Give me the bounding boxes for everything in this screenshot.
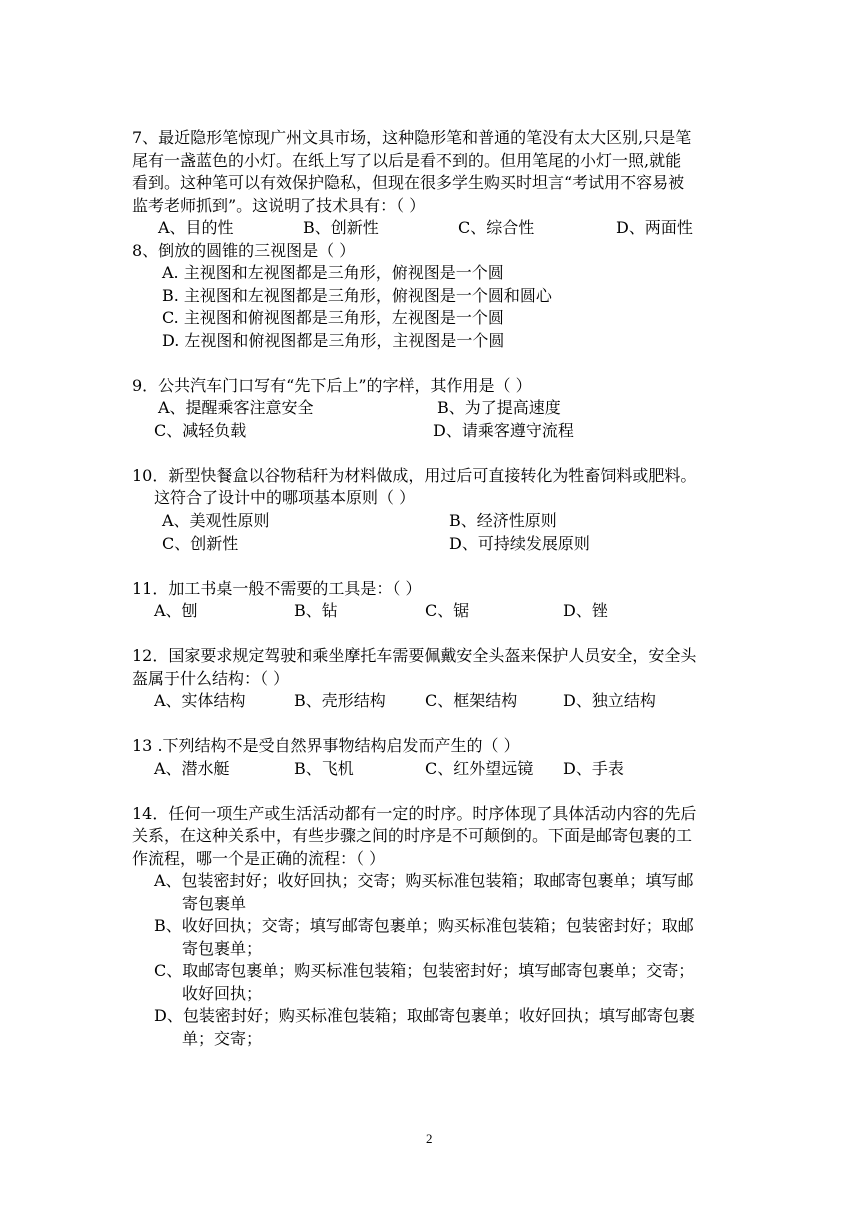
q14-option-b-line-2: 寄包裹单； bbox=[182, 939, 263, 958]
q8-option-b: B. 主视图和左视图都是三角形，俯视图是一个圆和圆心 bbox=[162, 286, 552, 305]
q13-option-d: D、手表 bbox=[563, 759, 624, 778]
q9-stem: 9．公共汽车门口写有“先下后上”的字样，其作用是（ ） bbox=[132, 376, 532, 395]
q10-stem-line-2: 这符合了设计中的哪项基本原则（ ） bbox=[154, 488, 416, 507]
q12-option-b: B、壳形结构 bbox=[294, 691, 386, 710]
q13-option-a: A、潜水艇 bbox=[154, 759, 230, 778]
q12-option-c: C、框架结构 bbox=[425, 691, 518, 710]
q14-option-a-line-1: A、包装密封好；收好回执；交寄；购买标准包装箱；取邮寄包裹单；填写邮 bbox=[154, 871, 694, 890]
q12-stem-line-2: 盔属于什么结构：（ ） bbox=[132, 669, 290, 688]
q9-option-a: A、提醒乘客注意安全 bbox=[158, 398, 314, 417]
q14-stem-line-3: 作流程，哪一个是正确的流程：（ ） bbox=[132, 849, 386, 868]
q8-option-a: A. 主视图和左视图都是三角形，俯视图是一个圆 bbox=[162, 263, 504, 282]
q7-stem-line-1: 7、最近隐形笔惊现广州文具市场，这种隐形笔和普通的笔没有太大区别,只是笔 bbox=[132, 128, 692, 147]
q14-option-b-line-1: B、收好回执；交寄；填写邮寄包裹单；购买标准包装箱；包装密封好；取邮 bbox=[154, 916, 694, 935]
q10-option-c: C、创新性 bbox=[162, 534, 239, 553]
q12-stem-line-1: 12．国家要求规定驾驶和乘坐摩托车需要佩戴安全头盔来保护人员安全，安全头 bbox=[132, 646, 697, 665]
q11-option-a: A、刨 bbox=[154, 601, 198, 620]
q9-option-c: C、减轻负载 bbox=[154, 421, 247, 440]
page-number: 2 bbox=[426, 1131, 433, 1146]
q7-option-a: A、目的性 bbox=[158, 218, 234, 237]
q8-option-c: C. 主视图和俯视图都是三角形，左视图是一个圆 bbox=[162, 308, 504, 327]
q13-option-b: B、飞机 bbox=[294, 759, 354, 778]
q10-stem-line-1: 10．新型快餐盒以谷物秸秆为材料做成，用过后可直接转化为牲畜饲料或肥料。 bbox=[132, 466, 697, 485]
q14-option-d-line-2: 单；交寄； bbox=[182, 1029, 263, 1048]
q7-option-c: C、综合性 bbox=[458, 218, 535, 237]
q11-option-b: B、钻 bbox=[294, 601, 338, 620]
q14-option-d-line-1: D、包装密封好；购买标准包装箱；取邮寄包裹单；收好回执；填写邮寄包裹 bbox=[154, 1006, 695, 1025]
q12-option-a: A、实体结构 bbox=[154, 691, 246, 710]
q7-stem-line-2: 尾有一盏蓝色的小灯。在纸上写了以后是看不到的。但用笔尾的小灯一照,就能 bbox=[132, 151, 682, 170]
q8-stem: 8、倒放的圆锥的三视图是（ ） bbox=[132, 241, 356, 260]
q10-option-b: B、经济性原则 bbox=[449, 511, 557, 530]
q12-option-d: D、独立结构 bbox=[563, 691, 656, 710]
q7-stem-line-3: 看到。这种笔可以有效保护隐私，但现在很多学生购买时坦言“考试用不容易被 bbox=[132, 173, 685, 192]
q14-option-a-line-2: 寄包裹单 bbox=[182, 894, 247, 913]
q13-option-c: C、红外望远镜 bbox=[425, 759, 534, 778]
q11-stem: 11．加工书桌一般不需要的工具是：（ ） bbox=[132, 579, 422, 598]
q10-option-a: A、美观性原则 bbox=[162, 511, 270, 530]
q10-option-d: D、可持续发展原则 bbox=[449, 534, 590, 553]
q14-option-c-line-2: 收好回执； bbox=[182, 984, 263, 1003]
q11-option-c: C、锯 bbox=[425, 601, 470, 620]
q13-stem: 13 .下列结构不是受自然界事物结构启发而产生的（ ） bbox=[132, 736, 520, 755]
q7-stem-line-4: 监考老师抓到”。这说明了技术具有：（ ） bbox=[132, 196, 426, 215]
q9-option-d: D、请乘客遵守流程 bbox=[433, 421, 574, 440]
q8-option-d: D. 左视图和俯视图都是三角形，主视图是一个圆 bbox=[162, 331, 505, 350]
q9-option-b: B、为了提高速度 bbox=[437, 398, 561, 417]
q11-option-d: D、锉 bbox=[563, 601, 608, 620]
q14-stem-line-2: 关系，在这种关系中，有些步骤之间的时序是不可颠倒的。下面是邮寄包裹的工 bbox=[132, 826, 693, 845]
q7-option-d: D、两面性 bbox=[616, 218, 693, 237]
q14-option-c-line-1: C、取邮寄包裹单；购买标准包装箱；包装密封好；填写邮寄包裹单；交寄； bbox=[154, 961, 695, 980]
q14-stem-line-1: 14．任何一项生产或生活活动都有一定的时序。时序体现了具体活动内容的先后 bbox=[132, 804, 697, 823]
q7-option-b: B、创新性 bbox=[303, 218, 379, 237]
